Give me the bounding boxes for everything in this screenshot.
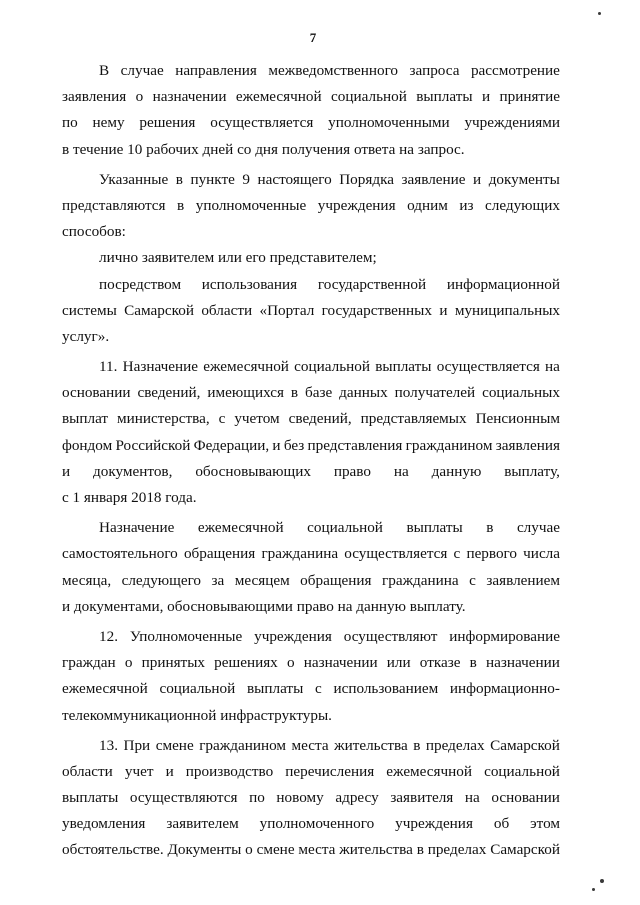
text-line	[62, 272, 560, 298]
word: и	[165, 762, 174, 780]
word: уполномоченного	[259, 815, 375, 833]
word: использованием	[333, 680, 439, 698]
text-line	[62, 541, 560, 567]
word: имеющихся	[207, 384, 284, 402]
word: сведений,	[137, 384, 201, 402]
word: ежемесячной	[203, 358, 289, 376]
word: выплаты	[247, 680, 304, 698]
word: документы	[488, 170, 560, 188]
word: отказе	[419, 654, 461, 672]
word: Российской	[115, 436, 191, 454]
word: направления	[175, 62, 257, 79]
text-line	[62, 759, 560, 785]
word: право	[333, 462, 371, 480]
word: социальной	[294, 358, 370, 376]
text-line	[62, 568, 560, 594]
word: ежемесячной	[235, 88, 322, 106]
word: о	[286, 654, 295, 672]
word: заявлением	[486, 571, 560, 589]
word: в	[413, 736, 421, 754]
word: и	[439, 301, 448, 319]
word: запроса	[409, 62, 460, 79]
word: с	[218, 410, 226, 428]
word: о	[124, 654, 133, 672]
word: осуществляют	[343, 627, 438, 645]
word: места	[291, 736, 329, 754]
word: информационно-	[449, 680, 560, 698]
word: выплаты	[62, 789, 119, 807]
word: сведений,	[288, 410, 352, 428]
word: основании	[491, 789, 560, 807]
text-line	[62, 811, 560, 837]
word: в	[486, 519, 494, 537]
word: месяцем	[234, 571, 290, 589]
word: пределах	[427, 841, 487, 859]
word: назначении	[303, 654, 378, 672]
word: Пенсионным	[475, 410, 560, 428]
word: основании	[62, 384, 131, 402]
word: производство	[185, 762, 274, 780]
word: заявителя	[390, 789, 454, 807]
word: о	[135, 88, 144, 106]
word: обращения	[300, 571, 372, 589]
word: социальной	[159, 680, 236, 698]
word: 11.	[99, 358, 118, 376]
word: гражданином	[199, 736, 287, 754]
word: и	[272, 436, 281, 454]
text-line	[62, 785, 560, 811]
word: При	[123, 736, 151, 754]
word: смене	[256, 841, 295, 859]
word: Самарской	[490, 841, 560, 859]
word: гражданина	[382, 571, 459, 589]
word: учет	[124, 762, 154, 780]
word: Уполномоченные	[129, 627, 243, 645]
text-line	[62, 459, 560, 485]
word: выплат	[62, 410, 109, 428]
word: месяца,	[62, 571, 112, 589]
word: использования	[201, 275, 298, 293]
word: в	[175, 170, 183, 188]
word: ежемесячной	[62, 680, 148, 698]
word: Самарской	[490, 736, 560, 754]
page-number: 7	[309, 30, 317, 45]
word: государственных	[321, 301, 432, 319]
word: муниципальных	[454, 301, 560, 319]
word: места	[298, 841, 336, 859]
text-line	[62, 676, 560, 702]
word: информационной	[446, 275, 560, 293]
word: принятых	[141, 654, 205, 672]
word: назначении	[485, 654, 560, 672]
text-line	[62, 624, 560, 650]
word: представления	[307, 436, 403, 454]
word: с	[315, 680, 322, 698]
word: новому	[276, 789, 324, 807]
text-line: с 1 января 2018 года.	[62, 489, 197, 506]
word: получателей	[394, 384, 476, 402]
text-line	[62, 406, 560, 432]
word: осуществляется	[210, 114, 314, 132]
text-line	[62, 733, 560, 759]
word: учреждения	[254, 627, 332, 645]
word: межведомственного	[268, 62, 399, 79]
word: в	[177, 196, 185, 214]
word: Федерации,	[193, 436, 270, 454]
text-line	[62, 515, 560, 541]
word: фондом	[62, 436, 113, 454]
word: данных	[339, 384, 388, 402]
word: обращения	[183, 545, 256, 563]
word: этом	[530, 815, 560, 833]
word: числа	[523, 545, 560, 563]
word: адресу	[335, 789, 379, 807]
text-line	[62, 110, 560, 136]
word: на	[393, 462, 409, 480]
text-line	[62, 433, 560, 459]
scan-speck	[598, 12, 601, 15]
word: учетом	[234, 410, 280, 428]
word: гражданином	[405, 436, 493, 454]
word: социальной	[484, 762, 560, 780]
word: рассмотрение	[470, 62, 560, 79]
word: случае	[516, 519, 560, 537]
word: принятие	[499, 88, 560, 106]
word: пункте	[190, 170, 235, 188]
word: выплаты	[375, 358, 432, 376]
text-line: и документами, обосновывающими право на данную выплату.	[62, 597, 466, 615]
word: в	[469, 654, 477, 672]
word: осуществляется	[436, 358, 540, 376]
text-line	[62, 837, 560, 863]
word: системы	[62, 301, 117, 319]
word: гражданина	[261, 545, 339, 563]
word: заявления	[495, 436, 560, 454]
scan-speck	[600, 879, 604, 883]
text-line	[62, 380, 560, 406]
word: представляемых	[360, 410, 467, 428]
word: ежемесячной	[386, 762, 473, 780]
word: первого	[466, 545, 518, 563]
word: нему	[92, 114, 125, 132]
word: настоящего	[257, 170, 332, 188]
word: уполномоченные	[195, 196, 307, 214]
word: социальной	[331, 88, 407, 106]
word: Назначение	[99, 519, 175, 537]
word: Указанные	[99, 170, 169, 188]
word: уведомления	[62, 815, 146, 833]
word: без	[283, 436, 305, 454]
word: решениях	[214, 654, 278, 672]
word: одним	[407, 196, 448, 214]
word: «Портал	[259, 301, 315, 319]
word: Документы	[167, 841, 242, 859]
word: ежемесячной	[197, 519, 284, 537]
word: в	[416, 841, 424, 859]
word: и	[473, 170, 482, 188]
word: решения	[139, 114, 196, 132]
word: посредством	[99, 275, 182, 293]
word: жительства	[339, 841, 413, 859]
word: данную	[431, 462, 482, 480]
word: Порядка	[339, 170, 394, 188]
word: министерства,	[117, 410, 210, 428]
word: уполномоченными	[328, 114, 450, 132]
word: перечисления	[285, 762, 375, 780]
word: следующего	[121, 571, 202, 589]
word: на	[464, 789, 480, 807]
word: В	[99, 62, 110, 79]
word: учреждения	[395, 815, 473, 833]
word: государственной	[317, 275, 427, 293]
word: Самарской	[124, 301, 194, 319]
word: 13.	[99, 736, 118, 754]
word: смене	[155, 736, 194, 754]
text-line	[62, 193, 560, 219]
text-line: лично заявителем или его представителем;	[99, 249, 377, 267]
scan-speck	[592, 888, 595, 891]
word: учреждениями	[464, 114, 560, 132]
word: и	[62, 462, 71, 480]
word: обосновывающих	[195, 462, 311, 480]
word: представляются	[62, 196, 166, 214]
text-line: в течение 10 рабочих дней со дня получения ответа на запрос.	[62, 140, 465, 158]
word: информирование	[449, 627, 560, 645]
word: из	[459, 196, 474, 214]
word: социальных	[482, 384, 560, 402]
word: на	[545, 358, 560, 376]
word: базе	[305, 384, 333, 402]
text-line: способов:	[62, 223, 126, 241]
word: 12.	[99, 627, 118, 645]
word: заявителем	[166, 815, 239, 833]
word: социальной	[307, 519, 383, 537]
word: выплату,	[504, 462, 560, 480]
word: пределах	[425, 736, 485, 754]
text-line	[62, 354, 560, 380]
word: жительства	[334, 736, 408, 754]
word: по	[249, 789, 265, 807]
word: выплаты	[416, 88, 473, 106]
word: или	[386, 654, 411, 672]
word: граждан	[62, 654, 116, 672]
text-line: телекоммуникационной инфраструктуры.	[62, 706, 332, 724]
word: следующих	[485, 196, 560, 214]
word: осуществляется	[344, 545, 448, 563]
text-line	[62, 650, 560, 676]
text-line	[62, 298, 560, 324]
word: заявление	[401, 170, 466, 188]
word: по	[62, 114, 78, 132]
word: выплаты	[406, 519, 463, 537]
word: обстоятельстве.	[62, 841, 164, 859]
word: осуществляются	[129, 789, 238, 807]
word: с	[453, 545, 461, 563]
word: документов,	[93, 462, 173, 480]
word: заявления	[62, 88, 127, 106]
word: области	[201, 301, 253, 319]
text-line	[62, 167, 560, 193]
text-line	[62, 84, 560, 110]
word: случае	[120, 62, 164, 79]
word: за	[211, 571, 225, 589]
word: об	[493, 815, 510, 833]
word: области	[62, 762, 113, 780]
word: назначении	[152, 88, 227, 106]
word: Назначение	[122, 358, 198, 376]
word: учреждения	[317, 196, 396, 214]
word: самостоятельного	[62, 545, 178, 563]
text-line: услуг».	[62, 327, 110, 345]
word: в	[290, 384, 299, 402]
word: с	[469, 571, 476, 589]
text-line	[62, 58, 560, 84]
word: и	[481, 88, 491, 106]
document-body	[62, 58, 560, 864]
word: о	[245, 841, 253, 859]
word: 9	[242, 170, 250, 188]
